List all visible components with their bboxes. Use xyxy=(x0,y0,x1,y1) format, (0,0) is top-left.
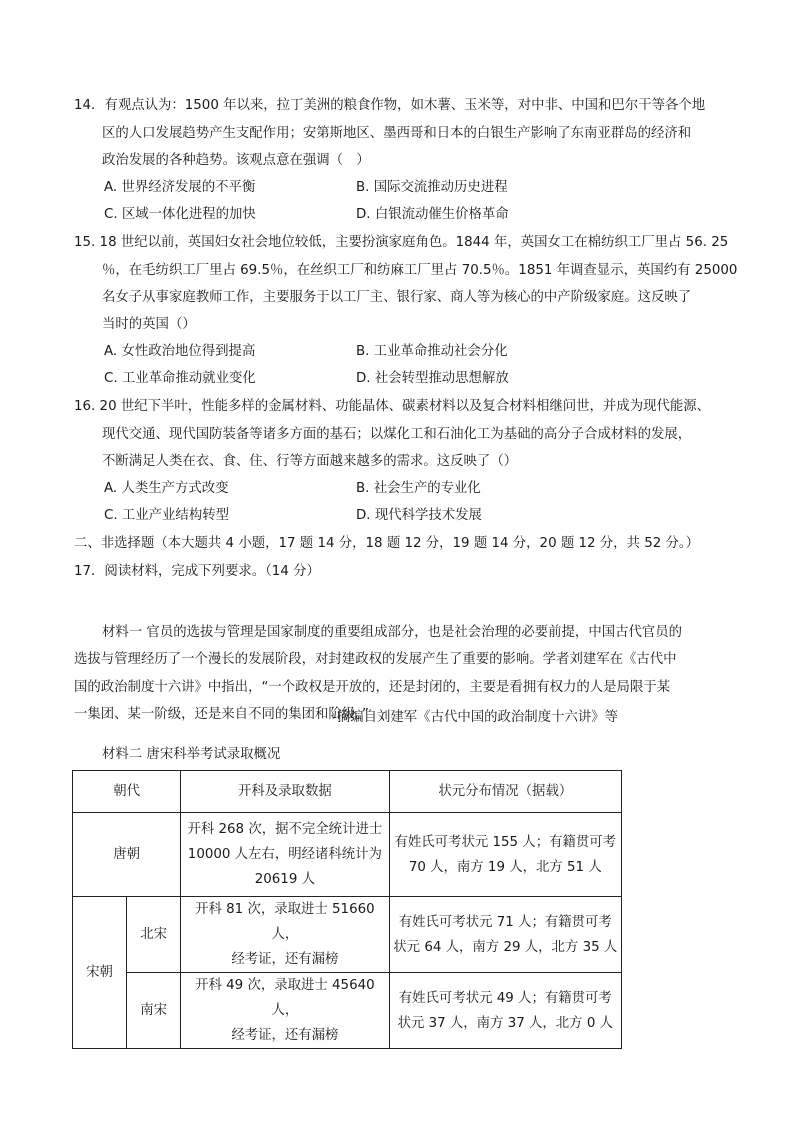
q16-stem-line-2: 现代交通、现代国防装备等诸多方面的基石；以煤化工和石油化工为基础的高分子合成材料的发展， xyxy=(102,427,692,442)
table-row-tang xyxy=(73,813,622,897)
q16-stem-line-1: 16. 20 世纪下半叶，性能多样的金属材料、功能晶体、碳素材料以及复合材料相继问世，并成为现代能源、 xyxy=(74,399,711,414)
q14-option-d: D. 白银流动催生价格革命 xyxy=(356,207,509,222)
q14-option-c: C. 区域一体化进程的加快 xyxy=(104,207,256,222)
cell-north-song-name: 北宋 xyxy=(127,897,181,973)
q16-option-c: C. 工业产业结构转型 xyxy=(104,508,229,523)
cell-south-song-zy-line-1: 有姓氏可考状元 49 人；有籍贯可考 xyxy=(398,990,612,1006)
header-data: 开科及录取数据 xyxy=(181,771,389,813)
cell-tang-data xyxy=(181,813,389,897)
q16-stem-line-3: 不断满足人类在衣、食、住、行等方面越来越多的需求。这反映了（） xyxy=(102,454,518,469)
q16-option-a: A. 人类生产方式改变 xyxy=(104,481,229,496)
cell-south-song-zy-line-2: 状元 37 人，南方 37 人，北方 0 人 xyxy=(397,1015,613,1031)
cell-tang-data-line-3: 20619 人 xyxy=(254,872,315,887)
header-dynasty: 朝代 xyxy=(73,771,181,813)
cell-north-song-data-line-1: 开科 81 次，录取进士 51660 人， xyxy=(195,902,375,942)
q14-stem-line-2: 区的人口发展趋势产生支配作用；安第斯地区、墨西哥和日本的白银生产影响了东南亚群岛的经济和 xyxy=(102,126,692,141)
table-row-south-song xyxy=(73,973,622,1049)
material-1-source: -摘编自刘建军《古代中国的政治制度十六讲》等 xyxy=(332,710,619,725)
cell-north-song-data xyxy=(181,897,389,973)
cell-song-dynasty: 宋朝 xyxy=(73,897,127,1049)
cell-north-song-zy-line-1: 有姓氏可考状元 71 人；有籍贯可考 xyxy=(398,914,612,930)
q15-stem-line-1: 15. 18 世纪以前，英国妇女社会地位较低，主要扮演家庭角色。1844 年，英国女工在棉纺织工厂里占 56. 25 xyxy=(74,235,729,250)
cell-south-song-name: 南宋 xyxy=(127,973,181,1049)
cell-south-song-data-line-2: 经考证，还有漏榜 xyxy=(231,1028,339,1043)
q14-stem-line-1: 14．有观点认为：1500 年以来，拉丁美洲的粮食作物，如木薯、玉米等，对中非、中国和巴尔干等各个地 xyxy=(74,98,706,113)
material-1-line-2: 选拔与管理经历了一个漫长的发展阶段，对封建政权的发展产生了重要的影响。学者刘建军在《古代中 xyxy=(74,652,677,667)
cell-tang-dynasty: 唐朝 xyxy=(73,813,181,897)
q14-option-b: B. 国际交流推动历史进程 xyxy=(356,180,508,195)
q16-option-d: D. 现代科学技术发展 xyxy=(356,508,482,523)
section-heading-non-choice: 二、非选择题（本大题共 4 小题，17 题 14 分，18 题 12 分，19 题 14 分，20 题 12 分，共 52 分。） xyxy=(74,536,699,551)
material-2-title: 材料二 唐宋科举考试录取概况 xyxy=(102,747,281,762)
cell-tang-zy-line-1: 有姓氏可考状元 155 人；有籍贯可考 xyxy=(394,834,617,850)
material-1-line-1: 材料一 官员的选拔与管理是国家制度的重要组成部分，也是社会治理的必要前提，中国古代官员的 xyxy=(102,625,683,640)
q15-option-c: C. 工业革命推动就业变化 xyxy=(104,371,256,386)
cell-south-song-data xyxy=(181,973,389,1049)
q15-stem-line-2: ％，在毛纺织工厂里占 69.5％，在丝织工厂和纺麻工厂里占 70.5％。1851 年调查显示，英国约有 25000 xyxy=(102,263,738,278)
cell-tang-data-line-1: 开科 268 次，据不完全统计进士 xyxy=(187,822,383,837)
q17-title: 17．阅读材料，完成下列要求。（14 分） xyxy=(74,564,320,579)
table-header-row xyxy=(73,771,622,813)
material-1-line-4: 一集团、某一阶级，还是来自不同的集团和阶级。” xyxy=(74,707,369,722)
q16-option-b: B. 社会生产的专业化 xyxy=(356,481,481,496)
cell-south-song-data-line-1: 开科 49 次，录取进士 45640 人， xyxy=(195,978,375,1018)
q15-stem-line-3: 名女子从事家庭教师工作，主要服务于以工厂主、银行家、商人等为核心的中产阶级家庭。这反映了 xyxy=(102,290,692,305)
q15-option-d: D. 社会转型推动思想解放 xyxy=(356,371,509,386)
cell-north-song-zy-line-2: 状元 64 人，南方 29 人，北方 35 人 xyxy=(393,939,618,955)
cell-north-song-data-line-2: 经考证，还有漏榜 xyxy=(231,952,339,967)
table-row-north-song xyxy=(73,897,622,973)
q15-option-a: A. 女性政治地位得到提高 xyxy=(104,344,256,359)
cell-north-song-zhuangyuan xyxy=(389,897,621,973)
material-1-line-3: 国的政治制度十六讲》中指出，“一个政权是开放的，还是封闭的，主要是看拥有权力的人是局限于某 xyxy=(74,680,671,695)
q15-option-b: B. 工业革命推动社会分化 xyxy=(356,344,508,359)
header-zhuangyuan: 状元分布情况（据载） xyxy=(389,771,621,813)
q15-stem-line-4: 当时的英国（） xyxy=(102,317,196,332)
keju-admission-table xyxy=(72,770,622,1049)
cell-south-song-zhuangyuan xyxy=(389,973,621,1049)
q14-option-a: A. 世界经济发展的不平衡 xyxy=(104,180,256,195)
cell-tang-zy-line-2: 70 人，南方 19 人，北方 51 人 xyxy=(408,859,602,875)
cell-tang-data-line-2: 10000 人左右，明经诸科统计为 xyxy=(187,847,382,862)
cell-tang-zhuangyuan xyxy=(389,813,621,897)
q14-stem-line-3: 政治发展的各种趋势。该观点意在强调（ ） xyxy=(102,153,370,168)
